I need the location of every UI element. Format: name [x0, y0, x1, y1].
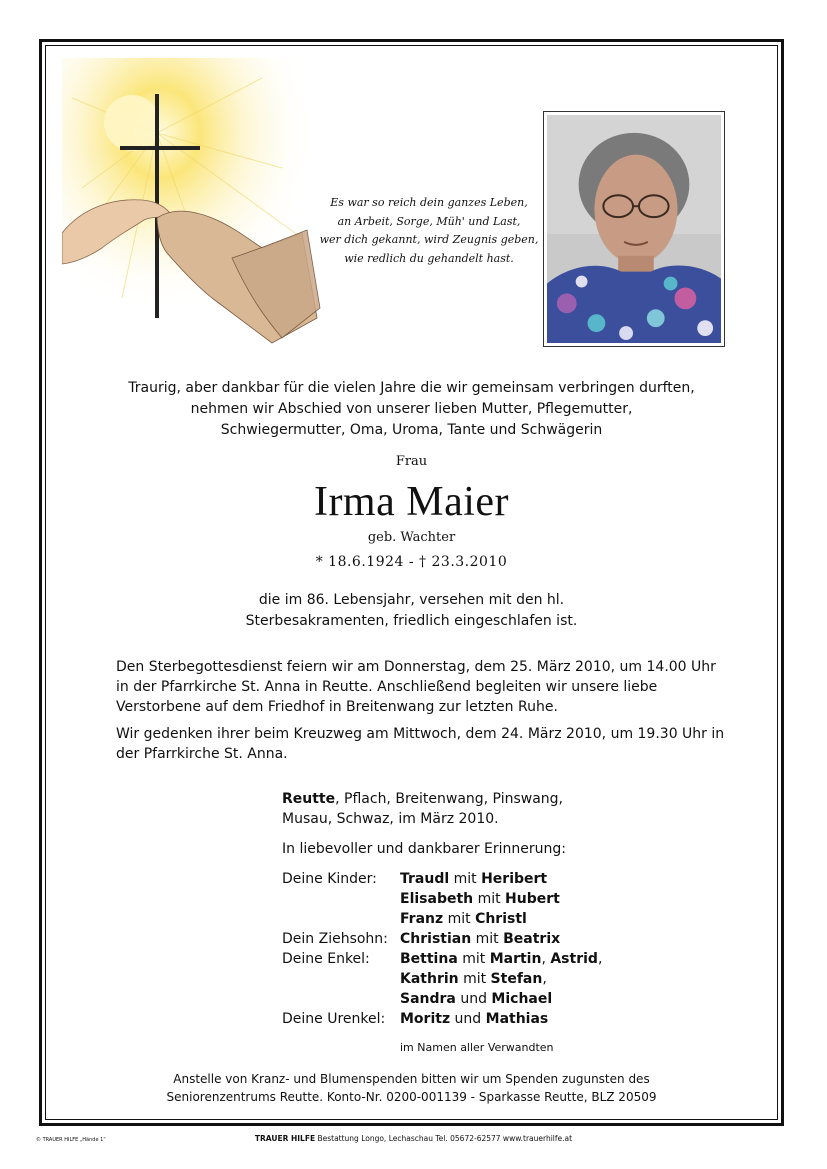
family-row — [282, 969, 602, 989]
family-relation — [282, 889, 400, 909]
poem — [318, 194, 540, 268]
family-row — [282, 929, 602, 949]
cross-hands-illustration — [62, 58, 322, 358]
family-connector: mit — [458, 971, 491, 987]
family-relation — [282, 909, 400, 929]
family-connector: und — [450, 1011, 486, 1027]
on-behalf: im Namen aller Verwandten — [400, 1041, 554, 1054]
family-relation — [282, 989, 400, 1009]
family-member-name: Heribert — [481, 871, 548, 887]
service-paragraph: Den Sterbegottesdienst feiern wir am Donnerstag, dem 25. März 2010, um 14.00 Uhr in der Pfarrkirche St. Anna in Reutte. Anschließend begleiten wir unsere liebe Verstorbene auf dem Friedhof in Breitenwang zur letzten Ruhe. — [116, 659, 716, 715]
intro-line: nehmen wir Abschied von unserer lieben Mutter, Pflegemutter, — [190, 401, 633, 417]
deceased-name: Irma Maier — [313, 479, 510, 525]
family-names — [400, 929, 560, 949]
intro-text — [48, 378, 775, 441]
passed-line: Sterbesakramenten, friedlich eingeschlafen ist. — [245, 613, 578, 629]
family-names — [400, 989, 552, 1009]
notice-line: Seniorenzentrums Reutte. Konto-Nr. 0200-001139 - Sparkasse Reutte, BLZ 20509 — [166, 1090, 657, 1104]
family-relation — [282, 969, 400, 989]
family-member-name: Bettina — [400, 951, 458, 967]
donation-notice — [48, 1070, 775, 1106]
passed-line: die im 86. Lebensjahr, versehen mit den hl. — [258, 592, 565, 608]
place-rest: , Pflach, Breitenwang, Pinswang, — [335, 791, 563, 807]
passed-text — [48, 590, 775, 632]
family-connector: mit — [457, 951, 490, 967]
family-connector: , — [541, 951, 551, 967]
family-member-name: Traudl — [400, 871, 450, 887]
poem-line: an Arbeit, Sorge, Müh' und Last, — [337, 214, 521, 228]
family-member-name: Michael — [491, 991, 553, 1007]
poem-line: wie redlich du gehandelt hast. — [344, 251, 514, 265]
footer-brand: TRAUER HILFE — [254, 1134, 316, 1143]
intro-line: Traurig, aber dankbar für die vielen Jahre die wir gemeinsam verbringen durften, — [128, 380, 695, 396]
family-connector: mit — [449, 871, 482, 887]
portrait-photo — [543, 111, 725, 347]
born-name: geb. Wachter — [367, 530, 456, 545]
family-relation: Deine Enkel: — [282, 951, 370, 967]
family-row — [282, 889, 602, 909]
family-connector: , — [597, 951, 603, 967]
family-member-name: Beatrix — [503, 931, 561, 947]
family-connector: mit — [471, 931, 504, 947]
family-names — [400, 889, 560, 909]
place-bold: Reutte — [282, 791, 336, 807]
family-member-name: Moritz — [400, 1011, 451, 1027]
family-member-name: Hubert — [505, 891, 560, 907]
family-names — [400, 1009, 548, 1029]
family-member-name: Elisabeth — [400, 891, 474, 907]
footer-details: Bestattung Longo, Lechaschau Tel. 05672-62577 www.trauerhilfe.at — [315, 1134, 573, 1143]
notice-line: Anstelle von Kranz- und Blumenspenden bitten wir um Spenden zugunsten des — [173, 1072, 650, 1086]
family-names — [400, 969, 547, 989]
family-connector: und — [455, 991, 492, 1007]
family-relation: Deine Urenkel: — [282, 1011, 386, 1027]
poem-line: Es war so reich dein ganzes Leben, — [330, 196, 528, 209]
family-row — [282, 949, 602, 969]
family-member-name: Martin — [489, 951, 542, 967]
family-names — [400, 869, 547, 889]
intro-line: Schwiegermutter, Oma, Uroma, Tante und Schwägerin — [220, 422, 603, 438]
family-row — [282, 989, 602, 1009]
salutation: Frau — [395, 454, 428, 469]
footer-copyright: © TRAUER HILFE „Hände 1“ — [36, 1137, 106, 1143]
family-member-name: Kathrin — [400, 971, 459, 987]
family-relation: Dein Ziehsohn: — [282, 931, 388, 947]
family-member-name: Christian — [400, 931, 472, 947]
place-line2: Musau, Schwaz, im März 2010. — [282, 811, 499, 827]
family-connector: mit — [473, 891, 506, 907]
family-names — [400, 949, 602, 969]
family-row — [282, 1009, 602, 1029]
family-connector: , — [542, 971, 547, 987]
family-connector: mit — [443, 911, 476, 927]
poem-line: wer dich gekannt, wird Zeugnis geben, — [319, 233, 539, 246]
family-member-name: Christl — [475, 911, 527, 927]
family-member-name: Sandra — [400, 991, 456, 1007]
life-dates: * 18.6.1924 - † 23.3.2010 — [315, 554, 508, 570]
place-date — [282, 789, 563, 829]
family-member-name: Stefan — [490, 971, 543, 987]
family-row — [282, 869, 602, 889]
family-row — [282, 909, 602, 929]
family-relation: Deine Kinder: — [282, 871, 377, 887]
footer-undertaker — [0, 1134, 827, 1143]
family-list — [282, 869, 602, 1029]
remembrance-line: In liebevoller und dankbarer Erinnerung: — [282, 841, 567, 857]
family-member-name: Franz — [400, 911, 444, 927]
remembrance-paragraph: Wir gedenken ihrer beim Kreuzweg am Mittwoch, dem 24. März 2010, um 19.30 Uhr in der Pfarrkirche St. Anna. — [116, 726, 725, 762]
family-member-name: Astrid — [550, 951, 598, 967]
family-names — [400, 909, 527, 929]
family-member-name: Mathias — [485, 1011, 549, 1027]
